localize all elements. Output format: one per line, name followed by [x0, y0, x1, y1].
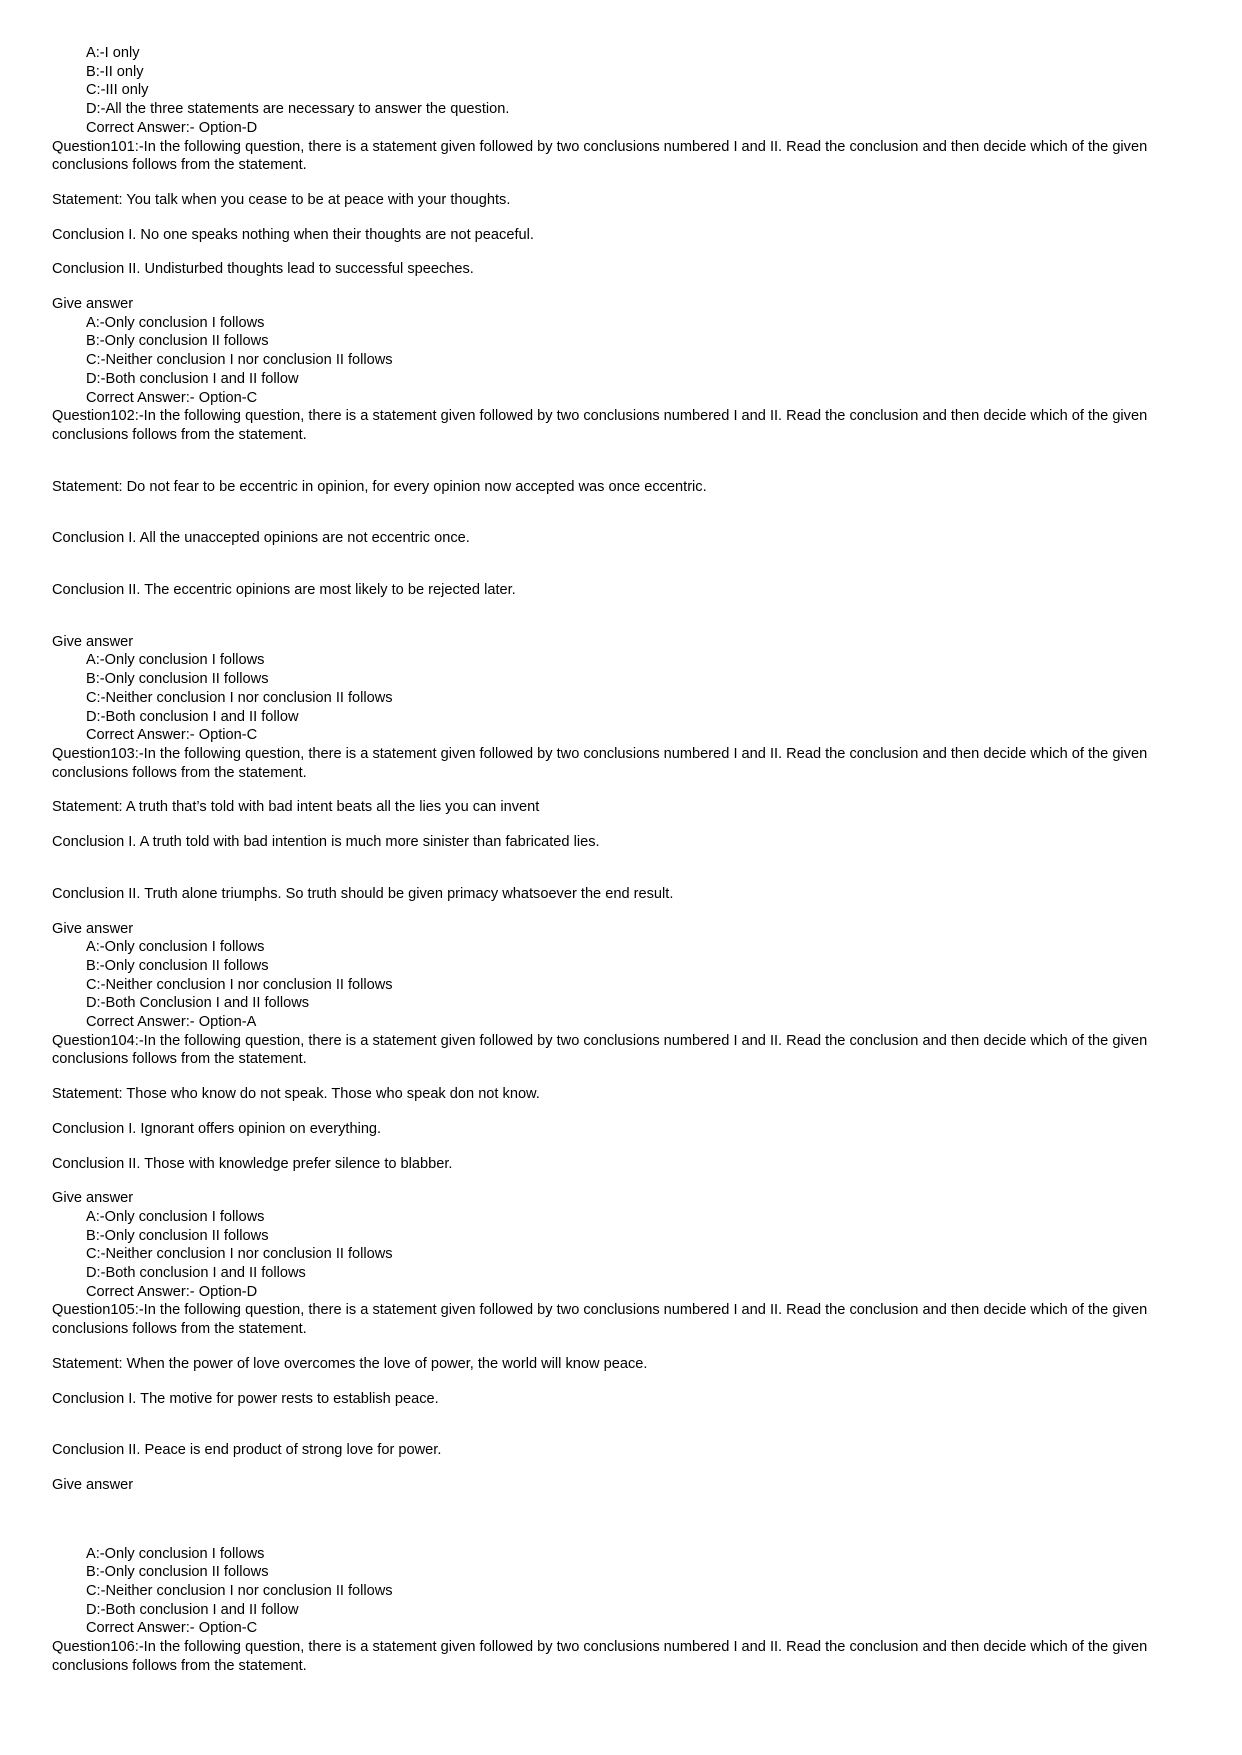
option-d: D:-Both conclusion I and II follow	[86, 370, 299, 387]
option-d: D:-Both conclusion I and II follows	[86, 1265, 306, 1282]
exam-page	[52, 44, 1202, 1676]
option-b: B:-II only	[86, 63, 144, 80]
statement: Statement: You talk when you cease to be at peace with your thoughts.	[52, 191, 511, 208]
correct-answer: Correct Answer:- Option-D	[86, 1283, 258, 1300]
statement: Statement: Those who know do not speak. Those who speak don not know.	[52, 1086, 540, 1103]
option-c: C:-Neither conclusion I nor conclusion II follows	[86, 352, 393, 369]
conclusion-1: Conclusion I. The motive for power rests to establish peace.	[52, 1390, 439, 1407]
statement: Statement: A truth that’s told with bad intent beats all the lies you can invent	[52, 799, 540, 816]
conclusion-2: Conclusion II. Peace is end product of strong love for power.	[52, 1442, 442, 1459]
question-text: Question106:-In the following question, there is a statement given followed by two conclusions numbered I and II. Read the conclusion and then decide which of the given conclusions follows from the statement.	[52, 1639, 1148, 1674]
correct-answer: Correct Answer:- Option-D	[86, 119, 258, 136]
give-answer: Give answer	[52, 920, 134, 937]
option-c: C:-Neither conclusion I nor conclusion II follows	[86, 976, 393, 993]
option-b: B:-Only conclusion II follows	[86, 1564, 269, 1581]
option-d: D:-Both conclusion I and II follow	[86, 708, 299, 725]
conclusion-2: Conclusion II. Truth alone triumphs. So truth should be given primacy whatsoever the end result.	[52, 885, 674, 902]
conclusion-2: Conclusion II. Those with knowledge prefer silence to blabber.	[52, 1155, 453, 1172]
conclusion-1: Conclusion I. Ignorant offers opinion on everything.	[52, 1120, 382, 1137]
question-text: Question103:-In the following question, there is a statement given followed by two conclusions numbered I and II. Read the conclusion and then decide which of the given conclusions follows from the statement.	[52, 745, 1148, 781]
option-a: A:-Only conclusion I follows	[86, 314, 265, 331]
option-a: A:-Only conclusion I follows	[86, 939, 265, 956]
conclusion-2: Conclusion II. Undisturbed thoughts lead to successful speeches.	[52, 261, 474, 278]
option-c: C:-Neither conclusion I nor conclusion II follows	[86, 1246, 393, 1263]
conclusion-1: Conclusion I. All the unaccepted opinions are not eccentric once.	[52, 530, 470, 547]
option-d: D:-All the three statements are necessary to answer the question.	[86, 101, 510, 118]
give-answer: Give answer	[52, 633, 134, 650]
option-c: C:-Neither conclusion I nor conclusion II follows	[86, 689, 393, 706]
option-d: D:-Both Conclusion I and II follows	[86, 995, 310, 1012]
option-a: A:-I only	[86, 45, 140, 61]
option-b: B:-Only conclusion II follows	[86, 671, 269, 688]
option-a: A:-Only conclusion I follows	[86, 1208, 265, 1225]
option-b: B:-Only conclusion II follows	[86, 957, 269, 974]
give-answer: Give answer	[52, 1190, 134, 1207]
option-c: C:-III only	[86, 82, 149, 99]
give-answer: Give answer	[52, 1476, 134, 1493]
correct-answer: Correct Answer:- Option-C	[86, 1620, 258, 1637]
statement: Statement: Do not fear to be eccentric in opinion, for every opinion now accepted was once eccentric.	[52, 478, 707, 495]
option-b: B:-Only conclusion II follows	[86, 333, 269, 350]
option-a: A:-Only conclusion I follows	[86, 652, 265, 669]
correct-answer: Correct Answer:- Option-C	[86, 389, 258, 406]
statement: Statement: When the power of love overcomes the love of power, the world will know peace.	[52, 1355, 648, 1372]
correct-answer: Correct Answer:- Option-C	[86, 727, 258, 744]
option-b: B:-Only conclusion II follows	[86, 1227, 269, 1244]
option-a: A:-Only conclusion I follows	[86, 1545, 265, 1562]
option-d: D:-Both conclusion I and II follow	[86, 1601, 299, 1618]
question-text: Question104:-In the following question, there is a statement given followed by two conclusions numbered I and II. Read the conclusion and then decide which of the given conclusions follows from the statement.	[52, 1032, 1148, 1068]
option-c: C:-Neither conclusion I nor conclusion II follows	[86, 1583, 393, 1600]
question-text: Question101:-In the following question, there is a statement given followed by two conclusions numbered I and II. Read the conclusion and then decide which of the given conclusions follows from the statement.	[52, 138, 1148, 174]
question-text: Question102:-In the following question, there is a statement given followed by two conclusions numbered I and II. Read the conclusion and then decide which of the given conclusions follows from the statement.	[52, 408, 1148, 443]
conclusion-1: Conclusion I. No one speaks nothing when their thoughts are not peaceful.	[52, 226, 534, 243]
correct-answer: Correct Answer:- Option-A	[86, 1014, 257, 1031]
conclusion-2: Conclusion II. The eccentric opinions are most likely to be rejected later.	[52, 582, 516, 599]
give-answer: Give answer	[52, 296, 134, 313]
conclusion-1: Conclusion I. A truth told with bad intention is much more sinister than fabricated lies.	[52, 834, 600, 851]
question-text: Question105:-In the following question, there is a statement given followed by two conclusions numbered I and II. Read the conclusion and then decide which of the given conclusions follows from the statement.	[52, 1302, 1148, 1338]
